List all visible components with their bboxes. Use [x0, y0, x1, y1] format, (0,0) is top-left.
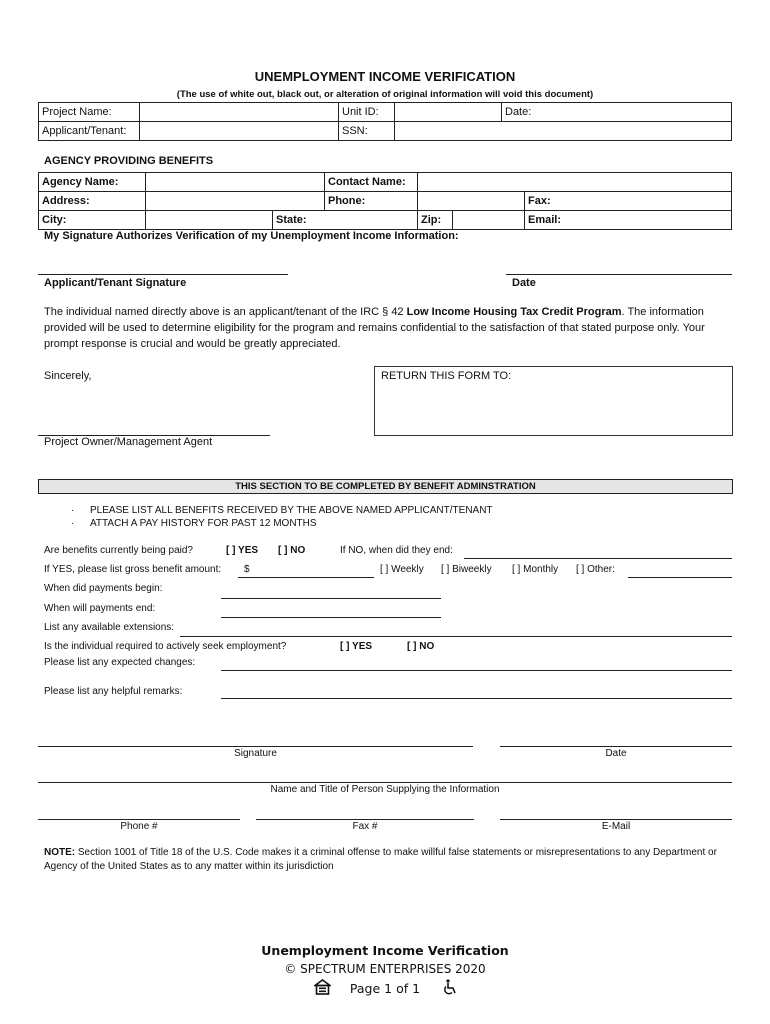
unit-id-field[interactable]: [395, 103, 502, 122]
biweekly-checkbox[interactable]: [ ] Biweekly: [441, 564, 492, 575]
monthly-checkbox[interactable]: [ ] Monthly: [512, 564, 559, 575]
name-title-line[interactable]: [38, 782, 732, 783]
agency-name-label: Agency Name:: [39, 173, 146, 192]
applicant-table: [38, 102, 732, 141]
equal-housing-icon: [314, 979, 331, 1000]
remarks-label: Please list any helpful remarks:: [44, 686, 183, 697]
weekly-checkbox[interactable]: [ ] Weekly: [380, 564, 424, 575]
applicant-date-label: Date: [512, 277, 536, 289]
seek-employment-label: Is the individual required to actively seek employment?: [44, 641, 287, 652]
unit-id-label: Unit ID:: [339, 103, 395, 122]
expected-changes-line[interactable]: [221, 670, 732, 671]
applicant-date-line[interactable]: [506, 274, 732, 275]
extensions-line[interactable]: [180, 636, 732, 637]
return-label: RETURN THIS FORM TO:: [381, 370, 512, 382]
authorization-statement: My Signature Authorizes Verification of my Unemployment Income Information:: [44, 230, 459, 242]
seek-yes-checkbox[interactable]: [ ] YES: [340, 641, 373, 652]
name-title-label: Name and Title of Person Supplying the Information: [270, 784, 500, 795]
payments-begin-label: When did payments begin:: [44, 583, 163, 594]
phone-line[interactable]: [38, 819, 240, 820]
zip-field[interactable]: [453, 211, 525, 230]
paid-yes-checkbox[interactable]: [ ] YES: [226, 545, 259, 556]
applicant-field[interactable]: [140, 122, 339, 141]
applicant-label: Applicant/Tenant:: [39, 122, 140, 141]
email-label: E-Mail: [601, 821, 631, 832]
fax-label: Fax:: [525, 192, 732, 211]
expected-changes-label: Please list any expected changes:: [44, 657, 196, 668]
contact-name-field[interactable]: [418, 173, 732, 192]
footer-page: Page 1 of 1: [349, 981, 421, 996]
project-name-field[interactable]: [140, 103, 339, 122]
intro-paragraph: The individual named directly above is an applicant/tenant of the IRC § 42 Low Income Housing Tax Credit Program. The information provided will be used to determine eligibility for the program and remains confidential to the satisfaction of that stated purpose only. Your prompt response is crucial and would be greatly appreciated.: [44, 306, 705, 350]
city-label: City:: [39, 211, 146, 230]
end-date-line[interactable]: [464, 558, 732, 559]
accessibility-icon: [442, 979, 458, 1001]
admin-date-line[interactable]: [500, 746, 732, 747]
dollar-sign: $: [244, 564, 250, 575]
admin-signature-line[interactable]: [38, 746, 473, 747]
section-bar: THIS SECTION TO BE COMPLETED BY BENEFIT ADMINSTRATION: [38, 479, 733, 494]
email-label: Email:: [525, 211, 732, 230]
extensions-label: List any available extensions:: [44, 622, 175, 633]
bullet-mark: ·: [71, 518, 75, 529]
legal-note: NOTE: Section 1001 of Title 18 of the U.S. Code makes it a criminal offense to make willful false statements or misrepresentations to any Department or Agency of the United States as to any matter within its jurisdiction: [44, 847, 717, 872]
gross-amount-line[interactable]: [238, 577, 374, 578]
seek-no-checkbox[interactable]: [ ] NO: [407, 641, 435, 652]
date-label: Date:: [502, 103, 569, 122]
applicant-signature-label: Applicant/Tenant Signature: [44, 277, 187, 289]
footer-title: Unemployment Income Verification: [261, 943, 509, 958]
form-subtitle: (The use of white out, black out, or alteration of original information will void this document): [176, 89, 594, 100]
currently-paid-label: Are benefits currently being paid?: [44, 545, 193, 556]
remarks-line[interactable]: [221, 698, 732, 699]
agency-table: [38, 172, 732, 230]
applicant-signature-line[interactable]: [38, 274, 288, 275]
phone-field[interactable]: [418, 192, 525, 211]
if-no-label: If NO, when did they end:: [340, 545, 453, 556]
fax-label: Fax #: [352, 821, 378, 832]
owner-label: Project Owner/Management Agent: [44, 436, 213, 448]
footer-copyright: © SPECTRUM ENTERPRISES 2020: [284, 962, 486, 976]
state-field[interactable]: [325, 211, 418, 230]
program-name: Low Income Housing Tax Credit Program: [406, 306, 622, 318]
ssn-field[interactable]: [395, 122, 732, 141]
phone-label: Phone:: [325, 192, 418, 211]
address-field[interactable]: [146, 192, 325, 211]
city-field[interactable]: [146, 211, 273, 230]
gross-amount-label: If YES, please list gross benefit amount:: [44, 564, 222, 575]
project-name-label: Project Name:: [39, 103, 140, 122]
fax-line[interactable]: [256, 819, 474, 820]
return-address-box[interactable]: [374, 366, 733, 436]
phone-label: Phone #: [120, 821, 158, 832]
state-label: State:: [273, 211, 325, 230]
admin-date-label: Date: [605, 748, 627, 759]
payments-end-label: When will payments end:: [44, 603, 156, 614]
other-line[interactable]: [628, 577, 732, 578]
bullet-item: ATTACH A PAY HISTORY FOR PAST 12 MONTHS: [90, 518, 317, 529]
sincerely-label: Sincerely,: [44, 370, 92, 382]
email-line[interactable]: [500, 819, 732, 820]
other-checkbox[interactable]: [ ] Other:: [576, 564, 615, 575]
address-label: Address:: [39, 192, 146, 211]
form-title: UNEMPLOYMENT INCOME VERIFICATION: [254, 69, 516, 84]
contact-name-label: Contact Name:: [325, 173, 418, 192]
paid-no-checkbox[interactable]: [ ] NO: [278, 545, 306, 556]
note-label: NOTE:: [44, 847, 76, 858]
date-field[interactable]: [568, 103, 732, 122]
bullet-item: PLEASE LIST ALL BENEFITS RECEIVED BY THE ABOVE NAMED APPLICANT/TENANT: [90, 505, 493, 516]
agency-name-field[interactable]: [146, 173, 325, 192]
payments-end-line[interactable]: [221, 617, 441, 618]
payments-begin-line[interactable]: [221, 598, 441, 599]
admin-signature-label: Signature: [234, 748, 277, 759]
bullet-mark: ·: [71, 505, 75, 516]
agency-heading: AGENCY PROVIDING BENEFITS: [44, 155, 214, 167]
ssn-label: SSN:: [339, 122, 395, 141]
zip-label: Zip:: [418, 211, 453, 230]
